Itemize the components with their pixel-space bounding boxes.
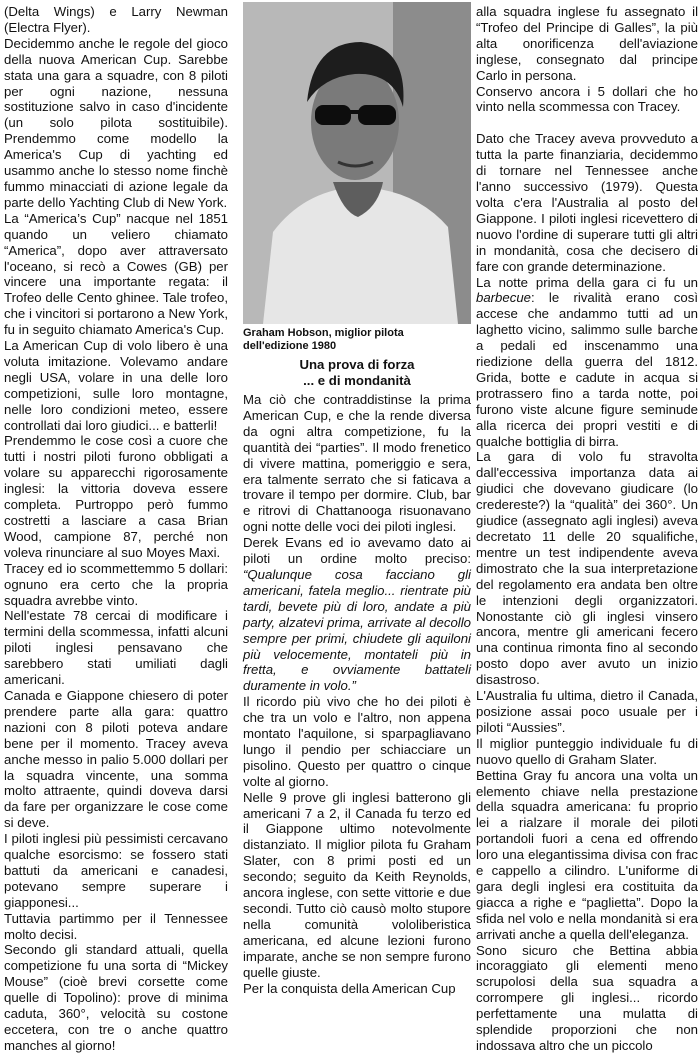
paragraph: L'Australia fu ultima, dietro il Canada, posizione assai poco usuale per i piloti “Aussies”.	[476, 688, 698, 735]
column-right	[476, 4, 698, 1054]
paragraph: Conservo ancora i 5 dollari che ho vinto nella scommessa con Tracey.	[476, 83, 698, 115]
emphasis-text: barbecue	[476, 290, 531, 306]
paragraph: (Delta Wings) e Larry Newman (Electra Flyer).	[4, 4, 228, 35]
paragraph: Bettina Gray fu ancora una volta un elemento chiave nella prestazione della squadra americana: fu proprio lei a rialzare il morale dei piloti portandoli fuori a cena ed offrendo loro una elegantissima divisa con frac e cappello a cilindro. L'uniforme di gara degli inglesi era costituita da giacca a righe e “paglietta”. Dopo la sfida nel volo e nella mondanità si era arrivati anche a quella dell'eleganza.	[476, 767, 698, 942]
paragraph: Tuttavia partimmo per il Tennessee molto decisi.	[4, 910, 228, 942]
paragraph-gap	[476, 115, 698, 131]
paragraph: Ma ciò che contraddistinse la prima American Cup, e che la rende diversa da ogni altra competizione, fu la quantità dei “parties”. Il modo frenetico di vivere mattina, pomeriggio e sera, era talmente serrato che si faticava a trovare il tempo per dormire. Club, bar e ritrovi di Chattanooga risuonavano ogni notte delle voci dei piloti inglesi.	[243, 392, 471, 535]
paragraph: Canada e Giappone chiesero di poter prendere parte alla gara: quattro nazioni con 8 piloti poteva andare bene per il momento. Tracey aveva anche messo in palio 5.000 dollari per la squadra vincente, una somma molto attraente, quindi doveva darsi da fare per organizzare le cose come si deve.	[4, 687, 228, 831]
paragraph: Nelle 9 prove gli inglesi batterono gli americani 7 a 2, il Canada fu terzo ed il Giappone ultimo notevolmente distanziato. Il miglior pilota fu Graham Slater, con 8 primi posti ed un secondo; seguito da Keith Reynolds, ancora inglese, con sette vittorie e due secondi. Tutto ciò causò molto stupore nella comunità vololiberistica americana, ed alcune lezioni furono imparate, anche se non sempre furono quelle giuste.	[243, 789, 471, 980]
section-heading-line: ... e di mondanità	[303, 372, 411, 388]
paragraph: La “America’s Cup” nacque nel 1851 quando un veliero chiamato “America”, dopo aver attraversato l'oceano, si recò a Cowes (GB) per vincere una importante regata: il Trofeo delle Cento ghinee. Tale trofeo, che i vincitori si portarono a New York, fu in seguito chiamato America's Cup.	[4, 210, 228, 338]
portrait-photo	[243, 2, 471, 324]
paragraph-text: : le rivalità erano così accese che andammo tutti ad un laghetto vicino, salimmo sulle barche a pedali ed inscenammo una riedizione della guerra del 1812. Grida, botte e cadute in acqua si protrassero fino a tarda notte, poi furono viste alcune figure seminude alla ricerca dei propri vestiti e di qualche bottiglia di birra.	[476, 290, 698, 449]
paragraph: Secondo gli standard attuali, quella competizione fu una sorta di “Mickey Mouse” (cioè brevi corsette come quelle di Topolino): prove di minima caduta, 360°, velocità su costone eccetera, con tre o anche quattro manches al giorno!	[4, 942, 228, 1053]
paragraph: Decidemmo anche le regole del gioco della nuova American Cup. Sarebbe stata una gara a squadre, con 8 piloti per ogni nazione, nessuna sostituzione salvo in caso d'incidente (un solo pilota sostituibile). Prendemmo come modello la America's Cup di yachting ed usammo anche lo stesso nome finchè fummo minacciati di azione legale da parte dello Yachting Club di New York.	[4, 35, 228, 210]
paragraph: Sono sicuro che Bettina abbia incoraggiato gli elementi meno scrupolosi della sua squadra a corrompere gli inglesi... ricordo perfettamente una mulatta di splendide proporzioni che non indossava altro che un piccolo	[476, 942, 698, 1053]
paragraph-text: La notte prima della gara ci fu un	[476, 274, 698, 290]
photo-caption: Graham Hobson, miglior pilota dell'edizione 1980	[243, 327, 404, 352]
section-heading	[243, 357, 471, 389]
paragraph: Il miglior punteggio individuale fu di nuovo quello di Graham Slater.	[476, 735, 698, 767]
section-heading-line: Una prova di forza	[299, 357, 415, 372]
portrait-photo-drawing	[243, 2, 471, 324]
quote-text: “Qualunque cosa facciano gli americani, fatela meglio... rientrate più tardi, bevete più di loro, andate a più party, alzatevi prima, arrivate al decollo sempre per primi, chiudete gli aquiloni più velocemente, montateli più in fretta, e ovviamente battateli duramente in volo.”	[243, 566, 471, 694]
paragraph	[476, 275, 698, 450]
column-left	[4, 4, 228, 1054]
column-middle	[243, 392, 471, 996]
paragraph: Tracey ed io scommettemmo 5 dollari: ognuno era certo che la propria squadra avrebbe vinto.	[4, 560, 228, 608]
paragraph: La gara di volo fu stravolta dall'eccessiva importanza data ai giudici che dovevano giudicare (lo credereste?) la “qualità” dei 360°. Un giudice (assegnato agli inglesi) aveva decretato 11 delle 20 squalifiche, mentre un test indipendente aveva dimostrato che la sua interpretazione del regolamento era andata ben oltre le intenzioni degli organizzatori. Nonostante ciò gli inglesi vinsero ancora, mentre gli americani fecero una continua rimonta fino al secondo posto dopo aver avuto un inizio disastroso.	[476, 449, 698, 688]
paragraph-text: Derek Evans ed io avevamo dato ai piloti un ordine molto preciso:	[243, 535, 471, 567]
paragraph: Nell'estate 78 cercai di modificare i termini della scommessa, infatti alcuni piloti inglesi pensavano che sarebbero stati umiliati dagli americani.	[4, 608, 228, 688]
paragraph: Il ricordo più vivo che ho dei piloti è che tra un volo e l'altro, non appena montato l'aquilone, si sparpagliavano lungo il pendio per schiacciare un pisolino. Questo per quattro o cinque volte al giorno.	[243, 694, 471, 789]
paragraph	[243, 535, 471, 694]
paragraph: alla squadra inglese fu assegnato il “Trofeo del Principe di Galles”, la più alta onorificenza dell'aviazione inglese, consegnato dal principe Carlo in persona.	[476, 4, 698, 83]
paragraph: I piloti inglesi più pessimisti cercavano qualche esorcismo: se fossero stati battuti da americani e canadesi, potevano sempre superare i giapponesi...	[4, 831, 228, 910]
paragraph: Prendemmo le cose così a cuore che tutti i nostri piloti furono obbligati a volare su apparecchi rigorosamente inglesi: la vittoria doveva essere completa. Purtroppo però fummo costretti a lasciare a casa Brian Wood, campione 87, perché non voleva rinunciare al suo Moyes Maxi.	[4, 433, 228, 560]
paragraph: Dato che Tracey aveva provveduto a tutta la parte finanziaria, decidemmo di tornare nel Tennessee anche l'anno successivo (1979). Questa volta c'era l'Australia al posto del Giappone. I piloti inglesi ricevettero di nuovo l'ordine di superare tutti gli altri in mondanità, cosa che decisero di fare con grande determinazione.	[476, 131, 698, 274]
paragraph: Per la conquista della American Cup	[243, 980, 456, 996]
paragraph: La American Cup di volo libero è una voluta imitazione. Volevamo andare negli USA, volare in una delle loro competizioni, sulle loro montagne, nelle loro condizioni meteo, essere controllati dai loro giudici... e batterli!	[4, 338, 228, 433]
